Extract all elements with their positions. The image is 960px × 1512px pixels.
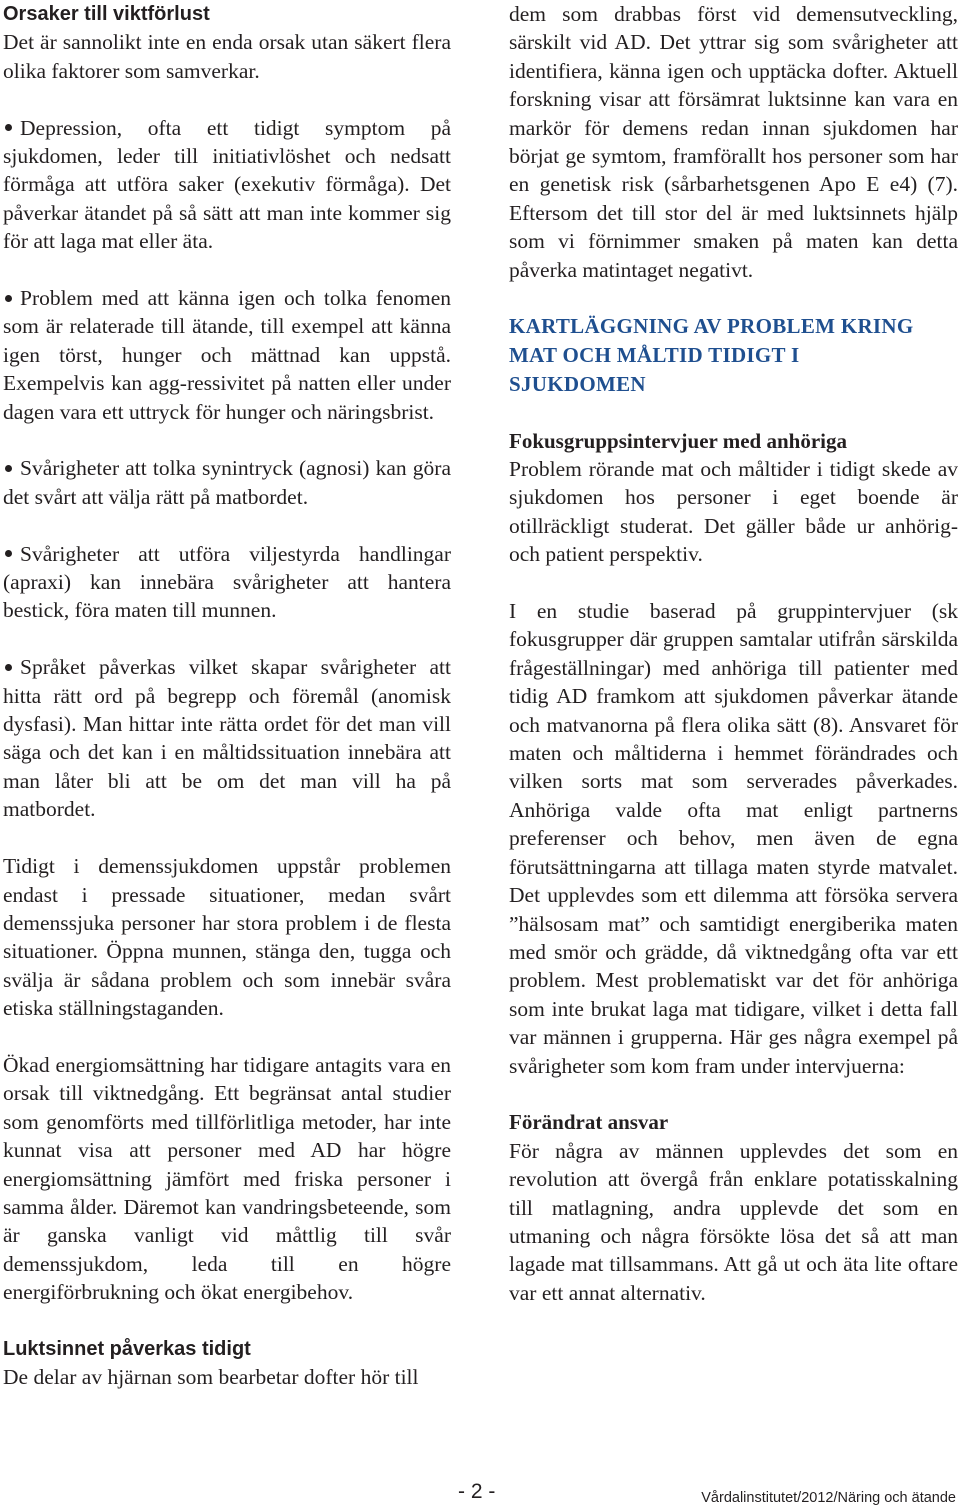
list-item: Svårigheter att utföra viljestyrda handlingar (apraxi) kan innebära svårigheter att hantera bestick, föra maten till munnen.: [3, 541, 451, 623]
list-item: Svårigheter att tolka synintryck (agnosi) kan göra det svårt att välja rätt på matbordet.: [3, 456, 451, 509]
left-column: [3, 0, 451, 1392]
early-stage-paragraph: Tidigt i demenssjukdomen uppstår problemen endast i pressade situationer, medan svårt demenssjuka personer har stora problem i de flesta situationer. Öppna munnen, stänga den, tugga och svälja är sådana problem och som innebär svåra etiska ställningstaganden.: [3, 854, 451, 1021]
page-number: - 2 -: [458, 1480, 496, 1503]
bullet-icon: [5, 295, 12, 302]
list-item: Språket påverkas vilket skapar svårigheter att hitta rätt ord på begrepp och föremål (anomisk dysfasi). Man hittar inte rätta ordet för det man vill säga och det kan i en måltidssituation innebära att man låter bli att be om det man vill ha på matbordet.: [3, 655, 451, 822]
right-column: [509, 0, 958, 1307]
bullet-icon: [5, 550, 12, 557]
smell-paragraph-start: De delar av hjärnan som bearbetar dofter hör till: [3, 1365, 419, 1390]
list-item: Depression, ofta ett tidigt symptom på sjukdomen, leder till initiativlöshet och nedsatt förmåga att utföra saker (exekutiv förmåga). Det påverkar ätandet på så sätt att man inte kommer sig för att laga mat eller äta.: [3, 115, 451, 254]
bullet-icon: [5, 465, 12, 472]
responsibility-paragraph: För några av männen upplevdes det som en revolution att övergå från enklare potatisskalning till matlagning, andra upplevde det som en utmaning och några försökte lösa det så att man lagade mat tillsammans. Att gå ut och äta lite oftare var ett annat alternativ.: [509, 1138, 958, 1305]
responsibility-heading: Förändrat ansvar: [509, 1110, 669, 1135]
energy-paragraph: Ökad energiomsättning har tidigare antagits vara en orsak till viktnedgång. Ett begränsat antal studier som genomförts med tillförlitliga metoder, har inte kunnat visa att personer med AD har högre energiomsättning jämfört med friska personer i samma ålder. Däremot kan vandringsbeteende, som är ganska vanligt vid måttlig till svår demenssjukdom, leda till en högre energiförbrukning och ökat energibehov.: [3, 1052, 451, 1305]
cause-list: [3, 114, 451, 824]
study-paragraph: I en studie baserad på gruppintervjuer (sk fokusgrupper där gruppen samtalar utifrån särskilda frågeställningar) med anhöriga till patienter med tidig AD framkom att sjukdomen påverkar ätande och matvanorna på flera olika sätt (8). Ansvaret för maten och måltiderna i hemmet förändrades och vilken sorts mat som serverades påverkades. Anhöriga valde ofta mat enligt partnerns preferenser och behov, men även de egna förutsättningarna att tillaga maten styrde matvalet. Det upplevdes som ett dilemma att försöka servera ”hälsosam mat” och samtidigt energiberika maten med smör och grädde, då viktnedgång ofta var ett problem. Mest problematiskt var det för anhöriga som inte brukat laga mat tidigare, vilket i detta fall var männen i grupperna. Här ges några exempel på svårigheter som kom fram under intervjuerna:: [509, 599, 958, 1078]
focus-group-paragraph: Problem rörande mat och måltider i tidigt skede av sjukdomen hos personer i eget boende är otillräckligt studerat. Det gäller både ur anhörig- och patient perspektiv.: [509, 457, 958, 567]
intro-paragraph: Det är sannolikt inte en enda orsak utan säkert flera olika faktorer som samverkar.: [3, 30, 451, 83]
bullet-icon: [5, 124, 12, 131]
intro-heading: Orsaker till viktförlust: [3, 3, 210, 25]
section-heading: KARTLÄGGNING AV PROBLEM KRING MAT OCH MÅLTID TIDIGT I SJUKDOMEN: [509, 314, 914, 396]
smell-paragraph-continued: dem som drabbas först vid demensutveckling, särskilt vid AD. Det yttrar sig som svårigheter att identifiera, känna igen och upptäcka dofter. Aktuell forskning visar att försämrat luktsinne kan vara en markör för demens redan innan sjukdomen har börjat ge symtom, framförallt hos personer som har en genetisk risk (sårbarhetsgenen Apo E e4) (7). Eftersom det till stor del är med luktsinnets hjälp som vi förnimmer smaken på maten kan detta påverka matintaget negativt.: [509, 2, 958, 282]
bullet-icon: [5, 664, 12, 671]
footer-source: Vårdalinstitutet/2012/Näring och ätande: [701, 1490, 956, 1506]
smell-heading: Luktsinnet påverkas tidigt: [3, 1337, 251, 1360]
focus-group-heading: Fokusgruppsintervjuer med anhöriga: [509, 428, 847, 453]
list-item: Problem med att känna igen och tolka fenomen som är relaterade till ätande, till exempel att känna igen törst, hunger och mättnad kan uppstå. Exempelvis kan agg-ressivitet på natten eller under dagen vara ett uttryck för hunger och näringsbrist.: [3, 286, 451, 424]
